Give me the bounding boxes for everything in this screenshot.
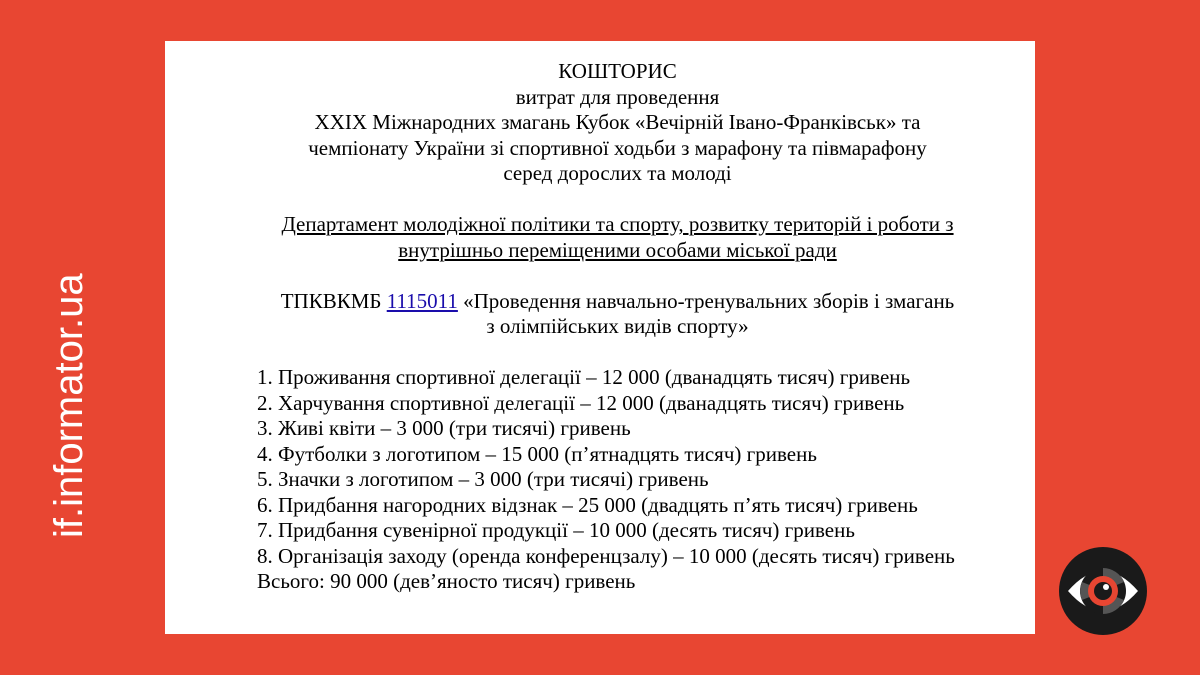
- event-name-line-2: чемпіонату України зі спортивної ходьби з марафону та півмарафону: [308, 135, 927, 160]
- event-name-line-3: серед дорослих та молоді: [503, 161, 732, 185]
- program-name-line-1: «Проведення навчально-тренувальних зборів і змагань: [463, 288, 955, 313]
- site-brand-vertical: [8, 188, 128, 548]
- expense-item: 1. Проживання спортивної делегації – 12 000 (дванадцять тисяч) гривень: [257, 365, 911, 389]
- department-line-2: внутрішньо переміщеними особами міської ради: [398, 237, 837, 262]
- program-code-link[interactable]: 1115011: [386, 288, 458, 313]
- total-amount: Всього: 90 000 (дев’яносто тисяч) гривень: [257, 569, 636, 593]
- expense-item: 3. Живі квіти – 3 000 (три тисячі) гривень: [257, 416, 631, 440]
- eye-camera-logo-icon: [1058, 546, 1148, 636]
- document-subtitle: витрат для проведення: [515, 84, 720, 109]
- estimate-document: [165, 41, 1035, 634]
- department-line-1: Департамент молодіжної політики та спорту, розвитку територій і роботи з: [281, 212, 954, 236]
- document-title: КОШТОРИС: [558, 59, 677, 83]
- expense-item: 5. Значки з логотипом – 3 000 (три тисячі) гривень: [257, 467, 709, 491]
- program-classification: [257, 289, 978, 340]
- site-name: if.informator.ua: [47, 273, 91, 538]
- expense-item: 2. Харчування спортивної делегації – 12 000 (дванадцять тисяч) гривень: [257, 390, 905, 415]
- expense-item: 7. Придбання сувенірної продукції – 10 000 (десять тисяч) гривень: [257, 518, 855, 542]
- expense-list: [257, 365, 978, 569]
- expense-item: 8. Організація заходу (оренда конференцзалу) – 10 000 (десять тисяч) гривень: [257, 543, 955, 568]
- event-name-line-1: XXIX Міжнародних змагань Кубок «Вечірній Івано-Франківськ» та: [314, 110, 921, 134]
- expense-item: 6. Придбання нагородних відзнак – 25 000 (двадцять п’ять тисяч) гривень: [257, 492, 918, 517]
- document-header: [257, 59, 978, 187]
- department-name: [257, 212, 978, 263]
- expense-item: 4. Футболки з логотипом – 15 000 (п’ятнадцять тисяч) гривень: [257, 441, 817, 466]
- program-name-line-2: з олімпійських видів спорту»: [486, 314, 749, 338]
- program-prefix: ТПКВКМБ: [280, 288, 382, 313]
